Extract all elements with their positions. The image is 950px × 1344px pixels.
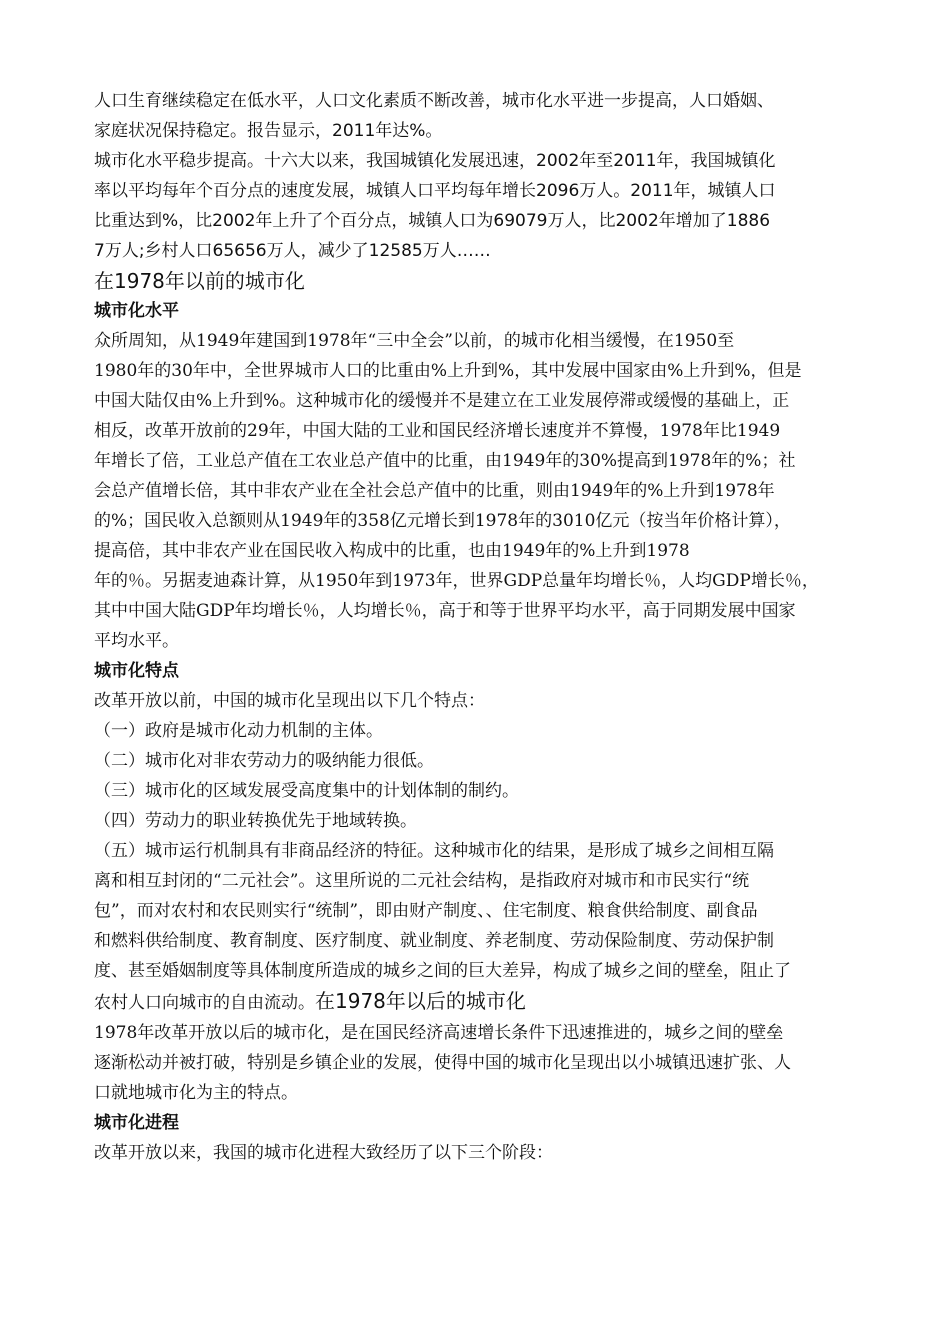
- text-line: 相反，改革开放前的29年，中国大陆的工业和国民经济增长速度并不算慢，1978年比1949: [94, 421, 781, 441]
- text-line: [94, 986, 874, 1018]
- text-line: 比重达到%，比2002年上升了个百分点，城镇人口为69079万人，比2002年增加了1886: [94, 211, 771, 231]
- text-line: 众所周知，从1949年建国到1978年“三中全会”以前，的城市化相当缓慢，在1950至: [94, 331, 735, 351]
- text-line: 会总产值增长倍，其中非农产业在全社会总产值中的比重，则由1949年的%上升到1978年: [94, 481, 775, 501]
- subsection-heading: 城市化水平: [94, 301, 179, 321]
- text-line: 年增长了倍，工业总产值在工农业总产值中的比重，由1949年的30%提高到1978年的%；社: [94, 451, 796, 471]
- text-line: 城市化水平稳步提高。十六大以来，我国城镇化发展迅速，2002年至2011年，我国城镇化: [94, 151, 776, 171]
- intro-block: [94, 86, 874, 266]
- text-line: 年的％。另据麦迪森计算，从1950年到1973年，世界GDP总量年均增长％，人均GDP增长％，: [94, 571, 819, 591]
- text-line: 人口生育继续稳定在低水平，人口文化素质不断改善，城市化水平进一步提高，人口婚姻、: [94, 91, 774, 111]
- section-heading: 在1978年以后的城市化: [315, 989, 526, 1013]
- text-line: 和燃料供给制度、教育制度、医疗制度、就业制度、养老制度、劳动保险制度、劳动保护制: [94, 931, 774, 951]
- text-line: 中国大陆仅由%上升到%。这种城市化的缓慢并不是建立在工业发展停滞或缓慢的基础上，正: [94, 391, 790, 411]
- list-item: （二）城市化对非农劳动力的吸纳能力很低。: [94, 751, 434, 771]
- text-line: 7万人;乡村人口65656万人，减少了12585万人……: [94, 241, 491, 261]
- text-line: 率以平均每年个百分点的速度发展，城镇人口平均每年增长2096万人。2011年，城镇人口: [94, 181, 776, 201]
- text-line: 改革开放以前，中国的城市化呈现出以下几个特点：: [94, 691, 485, 711]
- text-line: 离和相互封闭的“二元社会”。这里所说的二元社会结构，是指政府对城市和市民实行“统: [94, 871, 750, 891]
- paragraph-urbanization-process: [94, 1138, 874, 1168]
- list-item: （三）城市化的区域发展受高度集中的计划体制的制约。: [94, 781, 519, 801]
- list-item: （四）劳动力的职业转换优先于地域转换。: [94, 811, 417, 831]
- text-line: 其中中国大陆GDP年均增长％，人均增长％，高于和等于世界平均水平，高于同期发展中国家: [94, 601, 796, 621]
- paragraph-urbanization-level: [94, 326, 874, 656]
- text-line: 1978年改革开放以后的城市化，是在国民经济高速增长条件下迅速推进的，城乡之间的壁垒: [94, 1023, 784, 1043]
- paragraph-post-1978: [94, 1018, 874, 1108]
- subsection-heading: 城市化进程: [94, 1113, 179, 1133]
- text-line: 改革开放以来，我国的城市化进程大致经历了以下三个阶段：: [94, 1143, 553, 1163]
- list-item: （一）政府是城市化动力机制的主体。: [94, 721, 383, 741]
- text-line: 口就地城市化为主的特点。: [94, 1083, 298, 1103]
- subsection-heading: 城市化特点: [94, 661, 179, 681]
- text-line: 平均水平。: [94, 631, 179, 651]
- text-line: 度、甚至婚姻制度等具体制度所造成的城乡之间的巨大差异，构成了城乡之间的壁垒，阻止了: [94, 961, 791, 981]
- section-heading: 在1978年以前的城市化: [94, 269, 305, 293]
- text-line: 包”，而对农村和农民则实行“统制”，即由财产制度、、住宅制度、粮食供给制度、副食品: [94, 901, 758, 921]
- text-line: 1980年的30年中，全世界城市人口的比重由%上升到%，其中发展中国家由%上升到%，但是: [94, 361, 802, 381]
- text-line: 提高倍，其中非农产业在国民收入构成中的比重，也由1949年的%上升到1978: [94, 541, 690, 561]
- text-line: 逐渐松动并被打破，特别是乡镇企业的发展，使得中国的城市化呈现出以小城镇迅速扩张、人: [94, 1053, 791, 1073]
- document-page: [94, 86, 874, 1168]
- text-line: 的%；国民收入总额则从1949年的358亿元增长到1978年的3010亿元（按当年价格计算），: [94, 511, 791, 531]
- paragraph-urbanization-features: [94, 686, 874, 1018]
- text-line-end: 农村人口向城市的自由流动。: [94, 993, 315, 1013]
- list-item: （五）城市运行机制具有非商品经济的特征。这种城市化的结果，是形成了城乡之间相互隔: [94, 841, 774, 861]
- text-line: 家庭状况保持稳定。报告显示，2011年达%。: [94, 121, 443, 141]
